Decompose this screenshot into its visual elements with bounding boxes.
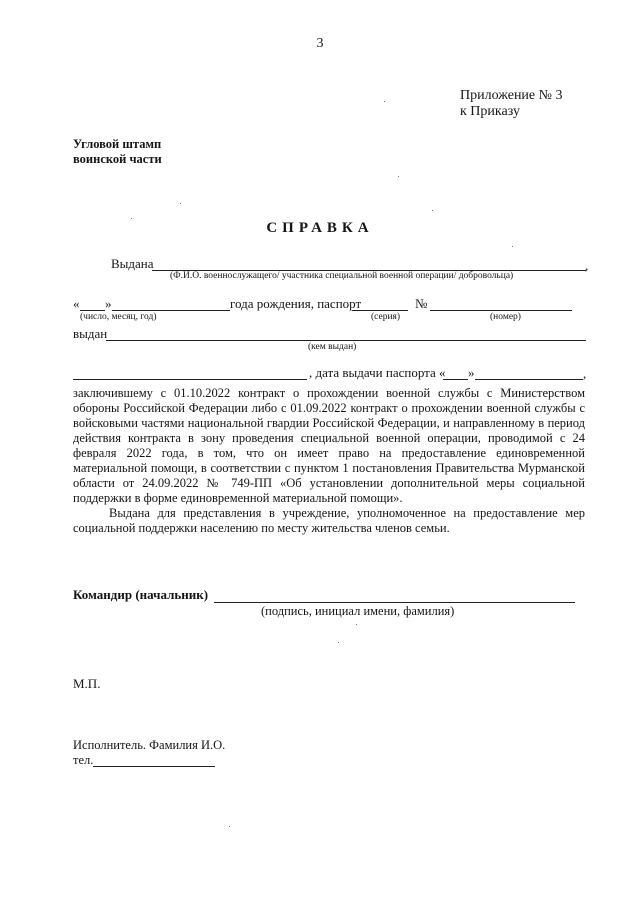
body-paragraph-2: Выдана для представления в учреждение, уполномоченное на предоставление мер социальной поддержки населению по месту жительства членов семьи. <box>73 506 585 535</box>
passport-series-caption: (серия) <box>371 312 401 322</box>
passport-series-line <box>352 310 408 311</box>
executor-label: Исполнитель. Фамилия И.О. <box>73 738 226 752</box>
appendix-line-1: Приложение № 3 <box>460 88 563 103</box>
scan-speck <box>384 101 385 102</box>
appendix-line-2: к Приказу <box>460 104 520 119</box>
scan-speck <box>229 826 230 827</box>
birth-year-label: года рождения, паспорт <box>230 296 362 311</box>
scan-speck <box>180 203 181 204</box>
issued-by-line <box>106 340 586 341</box>
stamp-line-1: Угловой штамп <box>73 137 162 151</box>
issued-to-label: Выдана <box>111 256 154 271</box>
issue-date-comma: , <box>583 366 587 381</box>
passport-number-line <box>430 310 572 311</box>
scan-speck <box>512 246 513 247</box>
stamp-line-2: воинской части <box>73 152 162 166</box>
scan-speck <box>432 210 433 211</box>
passport-number-label: № <box>415 296 428 311</box>
birth-quote-close: » <box>105 296 112 311</box>
scan-speck <box>131 218 132 219</box>
certificate-body <box>73 386 585 536</box>
passport-number-caption: (номер) <box>490 312 521 322</box>
issued-by-caption: (кем выдан) <box>308 342 357 352</box>
seal-placeholder: М.П. <box>73 676 101 691</box>
scan-speck <box>338 642 339 643</box>
phone-line <box>93 766 215 767</box>
issued-by-label: выдан <box>73 326 108 341</box>
issue-month-year-line <box>475 379 583 380</box>
birth-date-caption: (число, месяц, год) <box>80 312 157 322</box>
scan-speck <box>356 624 357 625</box>
appendix-reference <box>460 88 563 120</box>
issue-day-line <box>443 379 468 380</box>
birth-month-year-line <box>112 310 230 311</box>
commander-label: Командир (начальник) <box>73 587 209 602</box>
birth-day-line <box>80 310 105 311</box>
commander-signature-line <box>214 602 575 603</box>
scan-speck <box>398 176 399 177</box>
commander-signature-caption: (подпись, инициал имени, фамилия) <box>261 604 455 618</box>
page-number: 3 <box>316 36 324 51</box>
corner-stamp <box>73 137 162 167</box>
issued-to-caption: (Ф.И.О. военнослужащего/ участника специальной военной операции/ добровольца) <box>170 271 514 281</box>
issue-quote-close: » <box>468 365 475 380</box>
birth-quote-open: « <box>73 296 80 311</box>
body-paragraph-1: заключившему с 01.10.2022 контракт о прохождении военной службы с Министерством обороны Российской Федерации либо с 01.09.2022 контракт о прохождении военной службы с войсковыми частями национальной гвардии Российской Федерации, и направленному в период действия контракта в зону проведения специальной военной операции, проводимой с 24 февраля 2022 года, в том, что он имеет право на предоставление единовременной материальной помощи, в соответствии с пунктом 1 постановления Правительства Мурманской области от 24.09.2022 № 749-ПП «Об установлении дополнительной меры социальной поддержки в форме единовременной материальной помощи». <box>73 386 585 505</box>
issue-date-label: , дата выдачи паспорта « <box>309 365 446 380</box>
phone-label: тел. <box>73 753 94 767</box>
issued-to-comma: , <box>585 258 589 273</box>
document-title: СПРАВКА <box>266 220 374 236</box>
issuer-continuation-line <box>73 379 307 380</box>
